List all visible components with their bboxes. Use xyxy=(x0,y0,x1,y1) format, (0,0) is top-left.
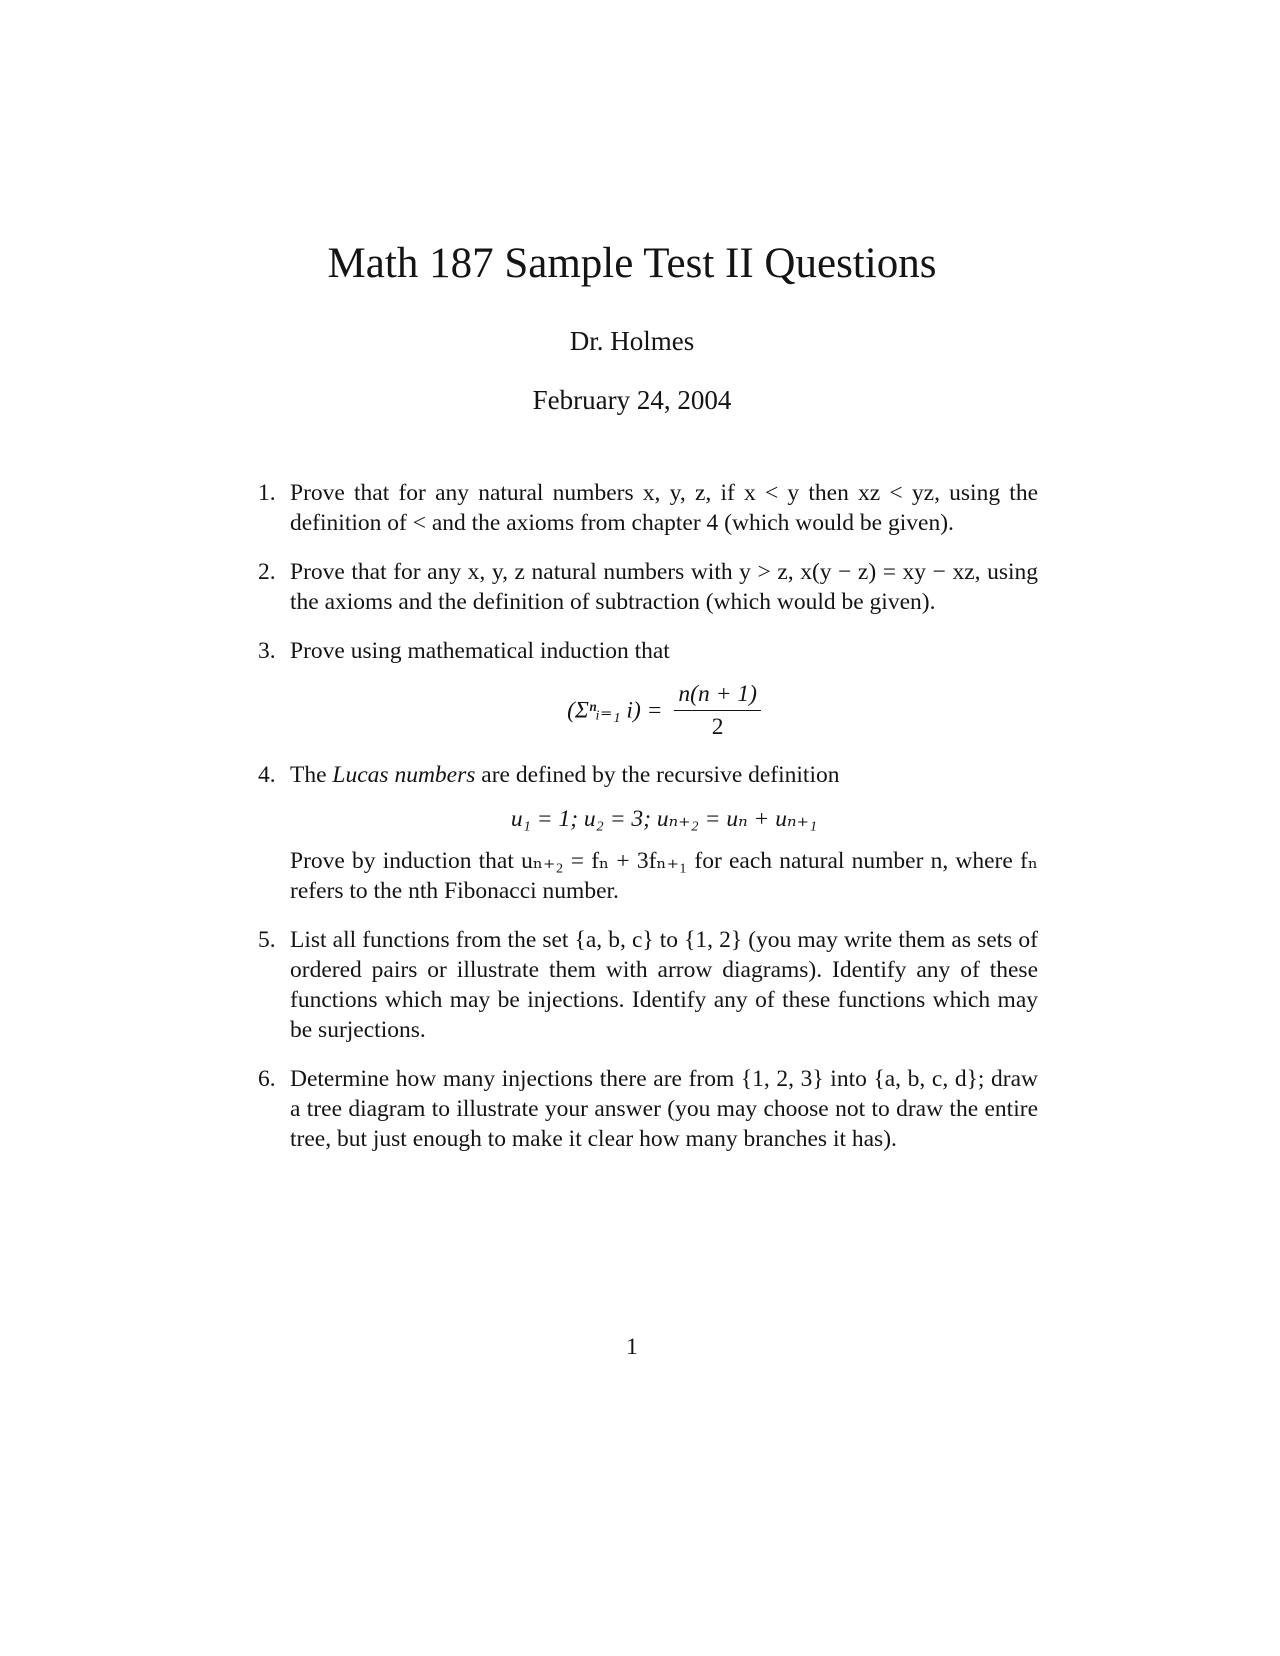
question-number: 3. xyxy=(258,638,276,664)
question-text: Determine how many injections there are from {1, 2, 3} into {a, b, c, d}; draw a tree diagram to illustrate your answer (you may choose not to draw the entire tree, but just enough to make it clear how many branches it has). xyxy=(290,1066,1038,1152)
question-text: Prove by induction that uₙ₊₂ = fₙ + 3fₙ₊₁ for each natural number n, where fₙ refers to the nth Fibonacci number. xyxy=(290,848,1038,904)
question-text: Prove that for any natural numbers x, y, z, if x < y then xz < yz, using the definition of < and the axioms from chapter 4 (which would be given). xyxy=(290,480,1038,536)
question-number: 4. xyxy=(258,762,276,788)
question-text: Prove using mathematical induction that xyxy=(290,638,670,664)
question-number: 2. xyxy=(258,559,276,585)
page-title: Math 187 Sample Test II Questions xyxy=(327,240,937,287)
question-6 xyxy=(258,1064,1038,1154)
formula-lhs: (Σⁿᵢ₌₁ i) = xyxy=(567,697,663,724)
question-5 xyxy=(258,925,1038,1045)
question-intro-rest: are defined by the recursive definition xyxy=(475,762,840,788)
fraction-numerator: n(n + 1) xyxy=(674,680,761,711)
question-text: Prove that for any x, y, z natural numbers with y > z, x(y − z) = xy − xz, using the axioms and the definition of subtraction (which would be given). xyxy=(290,559,1038,615)
question-intro: The xyxy=(290,762,333,788)
question-3 xyxy=(258,636,1038,741)
question-text: List all functions from the set {a, b, c} to {1, 2} (you may write them as sets of ordered pairs or illustrate them with arrow diagrams). Identify any of these functions which may be injections. Identify any of these functions which may be surjections. xyxy=(290,927,1038,1043)
question-list xyxy=(258,478,1038,1173)
date: February 24, 2004 xyxy=(532,385,732,415)
question-number: 6. xyxy=(258,1066,276,1092)
author: Dr. Holmes xyxy=(569,326,695,356)
question-1 xyxy=(258,478,1038,538)
question-2 xyxy=(258,557,1038,617)
page-number: 1 xyxy=(626,1334,638,1360)
lucas-recurrence-formula: u₁ = 1; u₂ = 3; uₙ₊₂ = uₙ + uₙ₊₁ xyxy=(510,806,818,832)
question-4 xyxy=(258,760,1038,906)
formula-fraction xyxy=(674,680,761,741)
summation-formula xyxy=(290,680,1038,741)
lucas-numbers-term: Lucas numbers xyxy=(332,762,476,788)
question-number: 5. xyxy=(258,927,276,953)
fraction-denominator: 2 xyxy=(711,714,724,740)
question-number: 1. xyxy=(258,480,276,506)
